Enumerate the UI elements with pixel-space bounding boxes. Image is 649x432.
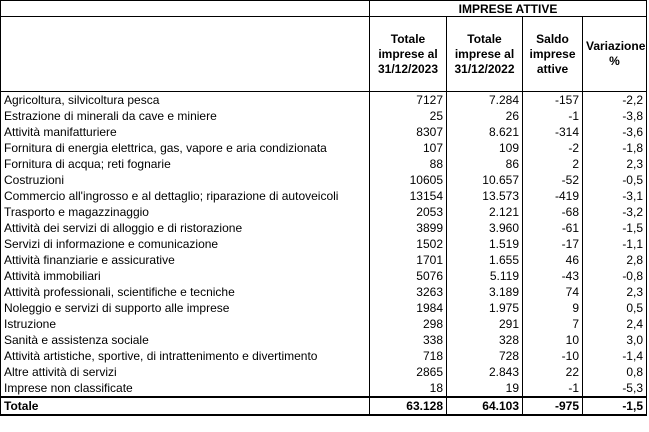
label-column-header — [1, 17, 370, 92]
corner-cell — [1, 1, 370, 17]
row-tot2023: 718 — [370, 348, 447, 364]
row-var: -1,4 — [583, 348, 647, 364]
row-tot2022: 86 — [447, 156, 523, 172]
row-saldo: -68 — [523, 204, 583, 220]
table-row — [1, 268, 647, 284]
row-label: Altre attività di servizi — [1, 364, 370, 380]
row-var: 2,3 — [583, 156, 647, 172]
row-tot2023: 1502 — [370, 236, 447, 252]
row-var: -3,2 — [583, 204, 647, 220]
row-label: Attività finanziarie e assicurative — [1, 252, 370, 268]
table-row — [1, 108, 647, 124]
total-label: Totale — [1, 397, 370, 415]
table-row — [1, 252, 647, 268]
row-label: Sanità e assistenza sociale — [1, 332, 370, 348]
column-header-tot2023: Totale imprese al 31/12/2023 — [370, 17, 447, 92]
row-var: -0,8 — [583, 268, 647, 284]
column-header-tot2022: Totale imprese al 31/12/2022 — [447, 17, 523, 92]
column-header-variazione: Variazione % — [583, 17, 647, 92]
row-var: 0,5 — [583, 300, 647, 316]
row-saldo: -2 — [523, 140, 583, 156]
row-tot2022: 8.621 — [447, 124, 523, 140]
row-tot2022: 109 — [447, 140, 523, 156]
table-row — [1, 156, 647, 172]
row-var: 2,4 — [583, 316, 647, 332]
row-tot2023: 18 — [370, 380, 447, 397]
row-label: Attività dei servizi di alloggio e di ristorazione — [1, 220, 370, 236]
table-row — [1, 220, 647, 236]
row-saldo: 9 — [523, 300, 583, 316]
row-label: Agricoltura, silvicoltura pesca — [1, 92, 370, 109]
row-saldo: 10 — [523, 332, 583, 348]
total-row — [1, 397, 647, 415]
row-tot2022: 5.119 — [447, 268, 523, 284]
row-tot2022: 1.655 — [447, 252, 523, 268]
row-saldo: -43 — [523, 268, 583, 284]
row-label: Attività immobiliari — [1, 268, 370, 284]
row-tot2023: 2053 — [370, 204, 447, 220]
row-var: -1,8 — [583, 140, 647, 156]
table-row — [1, 124, 647, 140]
group-header: IMPRESE ATTIVE — [370, 1, 647, 17]
row-tot2022: 2.121 — [447, 204, 523, 220]
total-var: -1,5 — [583, 397, 647, 415]
row-saldo: -10 — [523, 348, 583, 364]
row-label: Imprese non classificate — [1, 380, 370, 397]
row-tot2022: 291 — [447, 316, 523, 332]
row-tot2023: 5076 — [370, 268, 447, 284]
table-row — [1, 172, 647, 188]
row-label: Commercio all'ingrosso e al dettaglio; riparazione di autoveicoli — [1, 188, 370, 204]
row-tot2023: 13154 — [370, 188, 447, 204]
table-row — [1, 284, 647, 300]
row-tot2023: 1984 — [370, 300, 447, 316]
table-row — [1, 300, 647, 316]
row-label: Istruzione — [1, 316, 370, 332]
row-saldo: -314 — [523, 124, 583, 140]
row-tot2023: 2865 — [370, 364, 447, 380]
row-var: -5,3 — [583, 380, 647, 397]
row-tot2022: 3.189 — [447, 284, 523, 300]
table-row — [1, 380, 647, 397]
table-row — [1, 92, 647, 109]
row-saldo: 46 — [523, 252, 583, 268]
row-tot2022: 19 — [447, 380, 523, 397]
row-label: Fornitura di acqua; reti fognarie — [1, 156, 370, 172]
total-saldo: -975 — [523, 397, 583, 415]
row-label: Attività manifatturiere — [1, 124, 370, 140]
row-saldo: -61 — [523, 220, 583, 236]
row-var: -1,5 — [583, 220, 647, 236]
row-saldo: 22 — [523, 364, 583, 380]
row-label: Estrazione di minerali da cave e miniere — [1, 108, 370, 124]
row-tot2022: 7.284 — [447, 92, 523, 109]
row-tot2022: 13.573 — [447, 188, 523, 204]
row-var: 3,0 — [583, 332, 647, 348]
row-tot2023: 10605 — [370, 172, 447, 188]
row-label: Costruzioni — [1, 172, 370, 188]
row-tot2022: 10.657 — [447, 172, 523, 188]
row-tot2022: 1.519 — [447, 236, 523, 252]
row-tot2023: 1701 — [370, 252, 447, 268]
row-saldo: -52 — [523, 172, 583, 188]
table-row — [1, 204, 647, 220]
row-label: Attività artistiche, sportive, di intrattenimento e divertimento — [1, 348, 370, 364]
row-tot2023: 107 — [370, 140, 447, 156]
row-tot2022: 3.960 — [447, 220, 523, 236]
row-saldo: -157 — [523, 92, 583, 109]
row-label: Servizi di informazione e comunicazione — [1, 236, 370, 252]
row-var: 2,3 — [583, 284, 647, 300]
table-row — [1, 236, 647, 252]
table-row — [1, 316, 647, 332]
column-header-saldo: Saldo imprese attive — [523, 17, 583, 92]
row-tot2023: 338 — [370, 332, 447, 348]
row-tot2023: 88 — [370, 156, 447, 172]
row-var: -3,8 — [583, 108, 647, 124]
row-tot2023: 7127 — [370, 92, 447, 109]
row-saldo: -1 — [523, 380, 583, 397]
table-row — [1, 140, 647, 156]
row-tot2022: 728 — [447, 348, 523, 364]
row-saldo: 74 — [523, 284, 583, 300]
table-row — [1, 332, 647, 348]
row-saldo: 2 — [523, 156, 583, 172]
table-row — [1, 348, 647, 364]
row-tot2023: 3899 — [370, 220, 447, 236]
row-var: 0,8 — [583, 364, 647, 380]
total-tot2022: 64.103 — [447, 397, 523, 415]
row-saldo: 7 — [523, 316, 583, 332]
table-row — [1, 364, 647, 380]
row-saldo: -17 — [523, 236, 583, 252]
row-label: Fornitura di energia elettrica, gas, vapore e aria condizionata — [1, 140, 370, 156]
row-tot2022: 2.843 — [447, 364, 523, 380]
row-tot2023: 3263 — [370, 284, 447, 300]
row-var: -3,1 — [583, 188, 647, 204]
row-var: -3,6 — [583, 124, 647, 140]
row-var: 2,8 — [583, 252, 647, 268]
row-var: -2,2 — [583, 92, 647, 109]
table-row — [1, 188, 647, 204]
row-var: -1,1 — [583, 236, 647, 252]
row-tot2023: 25 — [370, 108, 447, 124]
row-label: Trasporto e magazzinaggio — [1, 204, 370, 220]
total-tot2023: 63.128 — [370, 397, 447, 415]
row-tot2022: 1.975 — [447, 300, 523, 316]
row-saldo: -1 — [523, 108, 583, 124]
row-tot2023: 298 — [370, 316, 447, 332]
row-saldo: -419 — [523, 188, 583, 204]
row-var: -0,5 — [583, 172, 647, 188]
row-tot2023: 8307 — [370, 124, 447, 140]
row-tot2022: 328 — [447, 332, 523, 348]
row-label: Attività professionali, scientifiche e tecniche — [1, 284, 370, 300]
row-tot2022: 26 — [447, 108, 523, 124]
row-label: Noleggio e servizi di supporto alle imprese — [1, 300, 370, 316]
